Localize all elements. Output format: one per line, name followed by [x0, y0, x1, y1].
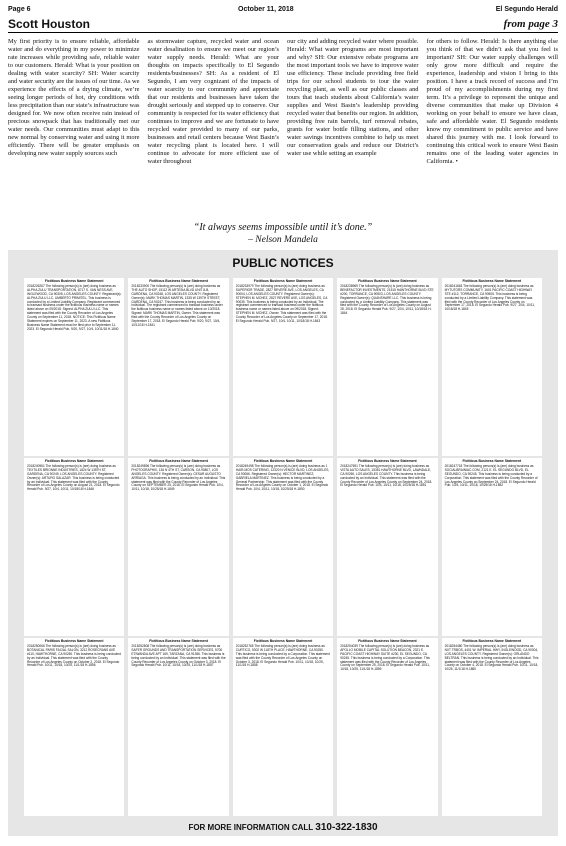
notice-heading: Fictitious Business Name Statement — [149, 279, 208, 283]
notice-heading: Fictitious Business Name Statement — [462, 459, 522, 463]
article-column-2 — [148, 38, 280, 166]
quote-text: “It always seems impossible until it’s done.” — [193, 222, 373, 233]
article-text: for others to follow. Herald: Is there anything else you think of that we didn’t ask that you feel is important? SH: Our water supply challenges will only grow more difficult and require the experience, leadership and vision I bring to this position. I have a track record of success and I’m proud of my accomplishments during my first term. It’s a privilege to represent the unique and diverse communities that make up Division 4 working on your behalf to ensure we have clean, safe and affordable water. El Segundo residents know my commitment to public service and have shared this journey with me. I look forward to continuing this critical work to ensure West Basin remains one of the leading water agencies in California. • — [426, 38, 558, 165]
notice-text: 2018233979 The following person(s) is (are) doing business as SUPERIOR TRADE, 2827 REVERE AVE, LOS ANGELES, CA 90004, LOS ANGELES COUNTY. Registered Owner(s): STEPHEN M. MCHEZ, 2827 REVERE AVE, LOS ANGELES, CA 90039. This business is being conducted by an Individual. The registrant commenced to transact business under the fictitious business name or names listed above on 09/2018. Signed: STEPHEN M. MCHEZ, Owner. This statement was filed with the County Recorder of Los Angeles County on September 17, 2018. El Segundo Herald Pub. 9/27, 10/4, 10/11, 10/18/18 H-1843 — [235, 283, 328, 324]
notice-item — [128, 458, 228, 636]
notice-item — [24, 278, 124, 456]
notice-text: 2018226267 The following person(s) is (are) doing business as ALPHA ZULU TRANSPORTATION, 8717 S. VAN NESS AVE, INGLEWOOD, CA 90305, LOS ANGELES COUNTY. Registrant(s): ALPHA ZULU LLC, UMBERTO PRIMITEL. This business is conducted by a Limited Liability Company. Registrant commenced to transact business under the fictitious business name or names listed above on 09/2018. Signed: ALPHA ZULU LLC. This statement was filed with the County Recorder of Los Angeles County on September 11, 2018. NOTICE: This Fictitious Name Statement expires on September 11, 2023. A new Fictitious Business Name Statement must be filed prior to September 11, 2023. El Segundo Herald Pub. 9/20, 9/27, 10/4, 10/11/18 H-1840 — [27, 283, 122, 331]
notice-item — [128, 638, 228, 816]
notice-text: 2018233900 The following person(s) is (are) doing business as THE AUTO SHOP, 15112 W ARTESIA BLVD UNIT 8-B, GARDENA, CA 90248, LOS ANGELES COUNTY. Registered Owner(s): MARK THOMAS MARTIN, 1335 W 139TH STREET, GARDENA, CA 90247. This business is being conducted by an Individual. The registrant commenced to transact business under the fictitious business name or names listed above on 10/2018. Signed: MARK THOMAS MARTIN, Owner. This statement was filed with the County Recorder of Los Angeles County on September 17, 2018. El Segundo Herald Pub. 9/20, 9/27, 10/4, 10/11/18 H-1841 — [131, 283, 223, 327]
public-notices-title: PUBLIC NOTICES — [232, 256, 334, 270]
notice-heading: Fictitious Business Name Statement — [253, 459, 313, 463]
notice-text: 2018238969 The following person(s) is (are) doing business as BENEFACTOR INVESTMENTS, 21515 HAWTHORNE BLVD STE #200, TORRANCE, CA 90503, LOS ANGELES COUNTY. Registered Owner(s): QUANSHARE LLC. This business is being conducted by a Limited Liability Company. This statement was filed with the County Recorder of Los Angeles County on August 28, 2018. El Segundo Herald Pub. 9/27, 10/4, 10/11, 10/18/18 H-1844 — [340, 283, 434, 316]
notice-heading: Fictitious Business Name Statement — [358, 459, 417, 463]
notice-heading: Fictitious Business Name Statement — [358, 279, 417, 283]
notice-heading: Fictitious Business Name Statement — [44, 459, 104, 463]
footer-phone: 310-322-1830 — [315, 822, 378, 833]
notice-text: 2018247718 The following person(s) is (are) doing business as SOCIALBRAINIAC.COM, 2121 E. EL SEGUNDO BLVD, EL SEGUNDO, CA 90245. This business is being conducted by a Corporation. This statement was filed with the County Recorder of Los Angeles County on September 24, 2018. El Segundo Herald Pub. 10/4, 10/11, 10/18, 10/25/18 H-1852 — [444, 463, 538, 488]
page-number: Page 6 — [8, 6, 31, 13]
notice-heading: Fictitious Business Name Statement — [253, 639, 313, 643]
publication-name: El Segundo Herald — [495, 6, 558, 13]
notice-item — [337, 638, 437, 816]
notice-heading: Fictitious Business Name Statement — [149, 639, 208, 643]
article-text: as stormwater capture, recycled water and ocean water desalination to ensure we meet our region’s water supply needs. Herald: What are your thoughts on impacts specifically to El Segundo residents/businesses? SH: As a resident of El Segundo, I am very cognizant of the impacts of water scarcity to our community and appreciate that our residents and businesses have taken the drought seriously and stepped up to conserve. Our community is respected for its water efficiency that continues to improve and we are fortunate to have recycled water provided to many of our parks, businesses and retail centers because West Basin’s water recycling plant is located here. I will continue to advocate for more efficient use of water throughout — [147, 38, 279, 165]
continued-from: from page 3 — [503, 18, 558, 30]
notice-item — [24, 458, 124, 636]
notice-text: 2018249896 The following person(s) is (are) doing business as PHOTOGRAPHIX, 136 N 4TH ST, CARSON, CA 90807, LOS ANGELES COUNTY. Registered Owner(s): CESAR AUGUSTO ARRIAGA. This business is being conducted by an Individual. This statement was filed with the County Recorder of Los Angeles County on SEPTEMBER 25, 2018. El Segundo Herald Pub. 10/4, 10/11, 10/18, 10/25/18 H-1849 — [131, 463, 226, 492]
notices-footer — [8, 822, 558, 833]
notice-text: 2018252765 The following person(s) is (are) doing business as CURTICO, 5302 W 118TH PLACE, HAWTHORNE, CA 90250. This business is being conducted by a Corporation. This statement was filed with the County Recorder of Los Angeles County on October 3, 2018. El Segundo Herald Pub. 10/11, 10/18, 10/25, 11/1/18 H-1858 — [235, 643, 330, 668]
notice-text: 2018252808 The following person(s) is (are) doing business as SAFER GROUNDS AND TRANSPORTATION SERVICES, 5700 ETIWANDA AVE APT 169, TARZANA, CA 91356. This business is being conducted by an Individual. This statement was filed with the County Recorder of Los Angeles County on October 3, 2018. El Segundo Herald Pub. 10/11, 10/18, 10/25, 11/1/18 H-1857 — [131, 643, 226, 668]
notice-heading: Fictitious Business Name Statement — [44, 639, 104, 643]
notice-text: 2018247691 The following person(s) is (are) doing business as VISTA AUTO SALES, 15351 HAWTHORNE BLVD, LAWNDALE, CA 90260, LOS ANGELES COUNTY. This business is being conducted by an Individual. This statement was filed with the County Recorder of Los Angeles County on September 24, 2018. El Segundo Herald Pub. 10/4, 10/11, 10/18, 10/25/18 H-1851 — [340, 463, 433, 488]
notice-heading: Fictitious Business Name Statement — [358, 639, 417, 643]
issue-date: October 11, 2018 — [238, 6, 294, 13]
notice-item — [442, 278, 542, 456]
article-column-4 — [427, 38, 559, 166]
notice-text: 2018241663 The following person(s) is (are) doing business as MYTUTORS COMMUNITY, 1601 PACIFIC COAST HIGHWAY STE #112, TORRANCE, CA 90505. This business is being conducted by a Limited Liability Company. This statement was filed with the County Recorder of Los Angeles County on September 17, 2018. El Segundo Herald Pub. 9/27, 10/4, 10/11, 10/18/18 H-1845 — [444, 283, 535, 312]
notice-item — [128, 278, 228, 456]
notice-heading: Fictitious Business Name Statement — [253, 279, 313, 283]
notice-item — [233, 278, 333, 456]
notice-text: 2018240961 The following person(s) is (are) doing business as TEXTILES BRIONNE INDUSTRIES, 1824 W 135TH ST, GARDENA, CA 90249, LOS ANGELES COUNTY. Registered Owner(s): ARTURO SALAZAR. This business is being conducted by an Individual. This statement was filed with the County Recorder of Los Angeles County on August 21, 2018. El Segundo Herald Pub. 9/27, 10/4, 10/11, 10/18/18 H-1846 — [27, 463, 120, 492]
notice-text: 2018250066 The following person(s) is (are) doing business as BOTANICAL PARIS FACIAL SALON, 3212 ROSECRANS AVE #110, HAWTHORNE, CA 90250. This business is being conducted by an Individual. This statement was filed with the County Recorder of Los Angeles County on October 2, 2018. El Segundo Herald Pub. 10/11, 10/18, 10/25, 11/1/18 H-1856 — [27, 643, 121, 668]
notice-item — [442, 458, 542, 636]
section-title: Scott Houston — [8, 17, 90, 31]
footer-label: FOR MORE INFORMATION CALL — [188, 823, 314, 832]
notice-heading: Fictitious Business Name Statement — [462, 279, 522, 283]
section-header — [8, 17, 558, 33]
notice-item — [337, 458, 437, 636]
notice-heading: Fictitious Business Name Statement — [462, 639, 522, 643]
notice-item — [337, 278, 437, 456]
notice-item — [442, 638, 542, 816]
public-notices-section — [8, 250, 558, 836]
pull-quote — [0, 222, 566, 245]
notice-heading: Fictitious Business Name Statement — [44, 279, 104, 283]
article-text: our city and adding recycled water where possible. Herald: What water programs are most important and why? SH: Our extensive rebate programs are the most important tools we have to improve water use efficiency. These include providing free field trips for our school students to tour the water recycling plant, as well as our public classes and tours that teach students about California’s water supplies and West Basin’s leadership providing recycled water that benefits our region. In addition, providing free rain barrels, turf removal rebates, grants for water bottle filling stations, and other water savings incentives combine to help us meet our conservation goals and reduce our District’s water use while setting an example — [287, 38, 419, 157]
article-column-1 — [8, 38, 140, 166]
notice-text: 2018254039 The following person(s) is (are) doing business as APOLLO MOBILE CAPITAL SOLUTION BEACON, 2321 E. PACIFIC COAST HIGHWAY SUITE #230, EL SEGUNDO, CA 90245. This business is being conducted by a Corporation. This statement was filed with the County Recorder of Los Angeles County on September 25, 2018. El Segundo Herald Pub. 10/11, 10/18, 10/25, 11/1/18 H-1859 — [340, 643, 430, 672]
article-column-3 — [287, 38, 419, 166]
notice-text: 2018254480 The following person(s) is (are) doing business as NXT TRBOS, 4401 W. IMPERIAL HWY, INGLEWOOD, CA 90304, LOS ANGELES COUNTY. Registered Owner(s): ORLANDO BELTRAN. This business is being conducted by an Individual. This statement was filed with the County Recorder of Los Angeles County on October 4, 2018. El Segundo Herald Pub. 10/11, 10/18, 10/25, 11/1/18 H-1860 — [444, 643, 539, 672]
notice-item — [233, 638, 333, 816]
notice-text: 2018249498 The following person(s) is (are) doing business as 1 HAIR-MOS CATERING, 12320 N VENICE BLVD, LOS ANGELES, CA 90066. Registered Owner(s): HECTOR MARTINEZ, GABRIELA MARTINEZ. This business is being conducted by a General Partnership. This statement was filed with the County Recorder of Los Angeles County on October 1, 2018. El Segundo Herald Pub. 10/4, 10/11, 10/18, 10/25/18 H-1850 — [235, 463, 330, 492]
article-text: My first priority is to ensure reliable, affordable water and do everything in my power to minimize rate increases while providing safe, reliable water to our customers. Herald: What is your position on dealing with water scarcity? SH: Water scarcity and water security are the issues of our time. As we experience the effects of a drying climate, we’re seeing longer periods of hot, dry conditions with less precipitation than our state’s infrastructure was designed for. We now often receive rain instead of precious snowpack that has traditionally met our water needs. Our communities must adapt to this new normal by conserving water and using it more efficiently. There will be greater emphasis on developing new water supply sources such — [8, 38, 140, 157]
quote-author: – Nelson Mandela — [248, 235, 318, 245]
notice-item — [24, 638, 124, 816]
article-body — [8, 38, 558, 166]
notice-heading: Fictitious Business Name Statement — [149, 459, 208, 463]
page-header — [8, 6, 558, 16]
notice-item — [233, 458, 333, 636]
notices-grid — [24, 278, 542, 816]
